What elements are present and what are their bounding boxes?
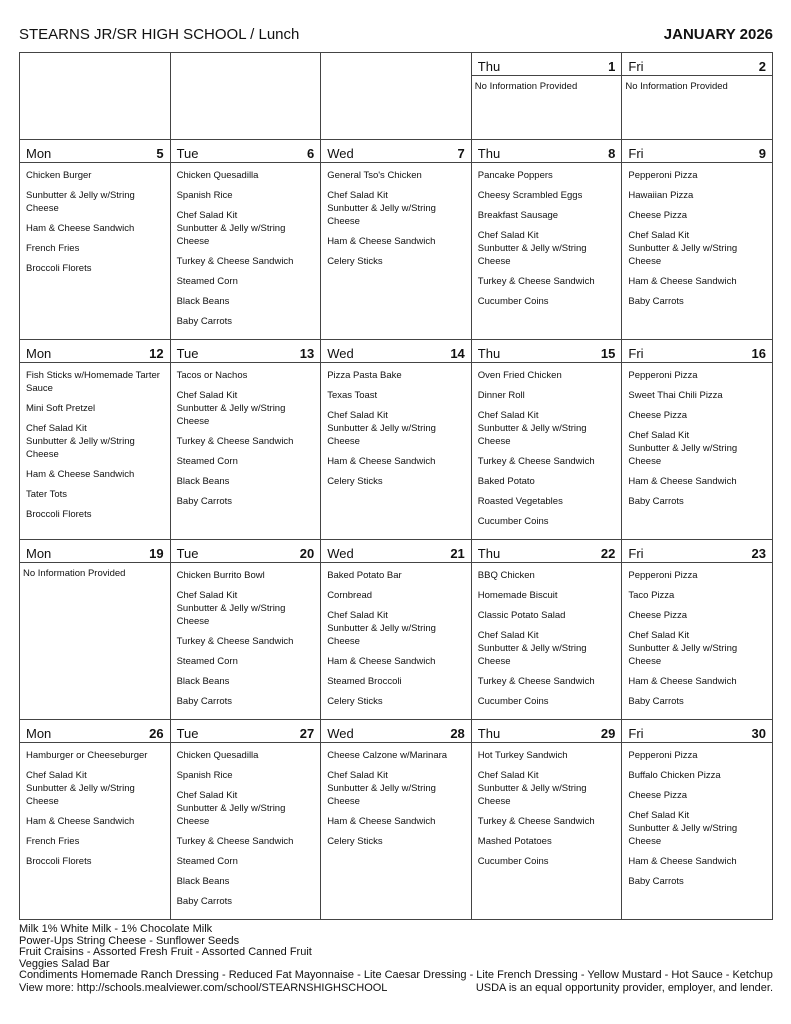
- menu-item: Chef Salad Kit Sunbutter & Jelly w/String Cheese: [628, 810, 738, 847]
- day-header: [622, 340, 772, 363]
- day-cell: [471, 53, 622, 140]
- menu-item: Black Beans: [176, 676, 230, 687]
- day-header: [321, 340, 471, 363]
- menu-item-list: [472, 563, 622, 719]
- calendar-week-row: [20, 53, 773, 140]
- menu-item-list: [20, 743, 170, 879]
- menu-item: Baby Carrots: [628, 496, 684, 507]
- menu-item: Chef Salad Kit Sunbutter & Jelly w/String Cheese: [176, 210, 286, 247]
- day-number: 9: [758, 145, 766, 161]
- menu-item: Chef Salad Kit Sunbutter & Jelly w/String Cheese: [477, 770, 587, 807]
- menu-item: Baby Carrots: [176, 316, 233, 327]
- menu-item: Baby Carrots: [628, 876, 684, 887]
- menu-item: Chicken Quesadilla: [176, 170, 259, 181]
- menu-item: Turkey & Cheese Sandwich: [477, 676, 595, 687]
- day-number: 2: [758, 58, 766, 74]
- menu-item: Celery Sticks: [327, 256, 383, 267]
- menu-item: Chef Salad Kit Sunbutter & Jelly w/String Cheese: [477, 230, 587, 267]
- calendar-week-row: [20, 720, 773, 920]
- menu-item: Baby Carrots: [176, 496, 233, 507]
- day-cell: [20, 140, 171, 340]
- menu-item: Ham & Cheese Sandwich: [26, 223, 135, 234]
- menu-item: Cucumber Coins: [477, 296, 549, 307]
- menu-item: Steamed Corn: [176, 276, 238, 287]
- menu-item: Ham & Cheese Sandwich: [327, 816, 436, 827]
- day-name: Fri: [628, 725, 644, 741]
- menu-item-list: [622, 563, 772, 719]
- no-info-note: No Information Provided: [474, 81, 578, 92]
- calendar-week-row: [20, 340, 773, 540]
- day-header: [171, 720, 321, 743]
- menu-item: Ham & Cheese Sandwich: [327, 456, 436, 467]
- menu-item: Ham & Cheese Sandwich: [628, 676, 737, 687]
- menu-item: General Tso's Chicken: [327, 170, 422, 181]
- menu-item: Ham & Cheese Sandwich: [327, 656, 436, 667]
- day-cell: [321, 340, 472, 540]
- menu-item: Turkey & Cheese Sandwich: [176, 836, 294, 847]
- day-header: [171, 540, 321, 563]
- menu-item: Baby Carrots: [628, 696, 684, 707]
- day-cell: [471, 340, 622, 540]
- day-number: 15: [600, 345, 616, 361]
- menu-item: Steamed Corn: [176, 856, 238, 867]
- menu-item: Chef Salad Kit Sunbutter & Jelly w/String Cheese: [628, 630, 738, 667]
- day-header: [20, 540, 170, 563]
- menu-item: Black Beans: [176, 476, 230, 487]
- menu-item: Baby Carrots: [176, 696, 233, 707]
- day-name: Fri: [628, 58, 644, 74]
- menu-item: Buffalo Chicken Pizza: [628, 770, 721, 781]
- day-cell: [321, 720, 472, 920]
- menu-item: Black Beans: [176, 876, 230, 887]
- menu-item: Cornbread: [327, 590, 373, 601]
- empty-day-cell: [321, 53, 472, 140]
- menu-item: Celery Sticks: [327, 696, 383, 707]
- menu-item: Chef Salad Kit Sunbutter & Jelly w/String Cheese: [327, 770, 436, 807]
- menu-item: Ham & Cheese Sandwich: [628, 856, 737, 867]
- day-number: 6: [306, 145, 315, 161]
- menu-item: Texas Toast: [327, 390, 378, 401]
- menu-item-list: [622, 363, 772, 519]
- menu-item-list: [472, 163, 622, 319]
- menu-item: Cheesy Scrambled Eggs: [477, 190, 583, 201]
- day-header: [171, 340, 321, 363]
- menu-item: Chicken Quesadilla: [176, 750, 259, 761]
- day-number: 29: [600, 725, 616, 741]
- menu-item: Broccoli Florets: [26, 856, 92, 867]
- menu-item: Baked Potato Bar: [327, 570, 402, 581]
- fruit-line: Fruit Craisins - Assorted Fresh Fruit - Assorted Canned Fruit: [19, 946, 312, 958]
- day-cell: [622, 340, 773, 540]
- day-header: [321, 720, 471, 743]
- day-name: Tue: [176, 725, 199, 741]
- menu-item-list: [321, 743, 471, 859]
- day-header: [472, 720, 622, 743]
- menu-item: Ham & Cheese Sandwich: [327, 236, 436, 247]
- menu-item: Classic Potato Salad: [477, 610, 566, 621]
- menu-item-list: [622, 743, 772, 899]
- day-name: Tue: [176, 145, 199, 161]
- menu-item: Black Beans: [176, 296, 230, 307]
- menu-item: Chef Salad Kit Sunbutter & Jelly w/String Cheese: [477, 630, 587, 667]
- view-more-row: [19, 983, 773, 995]
- menu-item: Tater Tots: [26, 489, 68, 500]
- menu-item-list: [171, 563, 321, 719]
- menu-item: Chef Salad Kit Sunbutter & Jelly w/String Cheese: [327, 190, 436, 227]
- menu-item: Spanish Rice: [176, 770, 233, 781]
- day-name: Mon: [26, 545, 52, 561]
- no-info-note: No Information Provided: [23, 568, 126, 579]
- menu-item: Ham & Cheese Sandwich: [26, 469, 135, 480]
- day-number: 23: [751, 545, 766, 561]
- day-number: 21: [450, 545, 465, 561]
- menu-item: Dinner Roll: [477, 390, 525, 401]
- menu-item: Ham & Cheese Sandwich: [26, 816, 135, 827]
- day-number: 12: [149, 345, 164, 361]
- lunch-calendar: [19, 52, 773, 920]
- day-header: [20, 340, 170, 363]
- menu-item: Pepperoni Pizza: [628, 370, 698, 381]
- day-cell: [321, 140, 472, 340]
- day-name: Wed: [327, 725, 354, 741]
- day-header: [472, 140, 622, 163]
- day-number: 19: [149, 545, 164, 561]
- day-header: [622, 540, 772, 563]
- condiments-line: Condiments Homemade Ranch Dressing - Reduced Fat Mayonnaise - Lite Caesar Dressing - Lite French Dressing - Yellow Mustard - Hot Sauce - Ketchup: [19, 969, 773, 981]
- day-name: Tue: [176, 345, 199, 361]
- menu-item: Pepperoni Pizza: [628, 170, 698, 181]
- menu-item: Pepperoni Pizza: [628, 750, 698, 761]
- calendar-week-row: [20, 540, 773, 720]
- menu-item: Celery Sticks: [327, 836, 383, 847]
- menu-item: Baby Carrots: [176, 896, 233, 907]
- day-number: 26: [149, 725, 164, 741]
- menu-item-list: [171, 743, 321, 919]
- menu-item: Mini Soft Pretzel: [26, 403, 96, 414]
- menu-item: BBQ Chicken: [477, 570, 535, 581]
- day-name: Fri: [628, 145, 644, 161]
- day-header: [472, 340, 622, 363]
- day-number: 1: [608, 58, 616, 74]
- menu-item: Cheese Pizza: [628, 410, 687, 421]
- menu-item-list: [321, 163, 471, 279]
- usda-statement: USDA is an equal opportunity provider, employer, and lender.: [475, 981, 773, 994]
- menu-item: Spanish Rice: [176, 190, 233, 201]
- day-cell: [622, 53, 773, 140]
- menu-item: Cucumber Coins: [477, 516, 549, 527]
- menu-item-list: [171, 163, 321, 339]
- day-name: Wed: [327, 345, 354, 361]
- menu-item: Cheese Pizza: [628, 610, 687, 621]
- day-name: Thu: [477, 58, 501, 74]
- menu-item: Turkey & Cheese Sandwich: [176, 636, 294, 647]
- day-name: Mon: [26, 725, 52, 741]
- day-number: 16: [751, 345, 766, 361]
- menu-item: Chef Salad Kit Sunbutter & Jelly w/String Cheese: [628, 430, 738, 467]
- menu-item: Sunbutter & Jelly w/String Cheese: [26, 190, 135, 214]
- menu-item: Steamed Corn: [176, 456, 238, 467]
- menu-item-list: [472, 743, 622, 879]
- menu-item: Hot Turkey Sandwich: [477, 750, 568, 761]
- menu-item: Tacos or Nachos: [176, 370, 248, 381]
- menu-item: Broccoli Florets: [26, 263, 92, 274]
- day-number: 5: [156, 145, 164, 161]
- day-name: Wed: [327, 545, 354, 561]
- menu-item: Hamburger or Cheeseburger: [26, 750, 148, 761]
- day-number: 30: [751, 725, 766, 741]
- menu-item: Chef Salad Kit Sunbutter & Jelly w/String Cheese: [477, 410, 587, 447]
- menu-item: Taco Pizza: [628, 590, 675, 601]
- day-name: Thu: [477, 725, 501, 741]
- day-name: Thu: [477, 345, 501, 361]
- menu-item: Cheese Pizza: [628, 210, 687, 221]
- menu-item: Sweet Thai Chili Pizza: [628, 390, 723, 401]
- menu-item: Turkey & Cheese Sandwich: [176, 436, 294, 447]
- view-more-link[interactable]: View more: http://schools.mealviewer.com/school/STEARNSHIGHSCHOOL: [19, 981, 388, 994]
- day-header: [622, 53, 772, 76]
- menu-item: Turkey & Cheese Sandwich: [477, 276, 595, 287]
- day-cell: [622, 540, 773, 720]
- day-header: [321, 140, 471, 163]
- day-cell: [170, 140, 321, 340]
- day-cell: [471, 140, 622, 340]
- menu-item: Chef Salad Kit Sunbutter & Jelly w/String Cheese: [327, 610, 436, 647]
- menu-item: Turkey & Cheese Sandwich: [176, 256, 294, 267]
- menu-item: Pancake Poppers: [477, 170, 553, 181]
- menu-item: Ham & Cheese Sandwich: [628, 276, 737, 287]
- menu-item-list: [472, 363, 622, 539]
- menu-item: Chef Salad Kit Sunbutter & Jelly w/String Cheese: [176, 390, 286, 427]
- day-name: Tue: [176, 545, 199, 561]
- menu-item: Cheese Calzone w/Marinara: [327, 750, 448, 761]
- day-name: Thu: [477, 545, 501, 561]
- milk-line: Milk 1% White Milk - 1% Chocolate Milk: [19, 923, 213, 935]
- menu-item: Pepperoni Pizza: [628, 570, 698, 581]
- day-cell: [170, 720, 321, 920]
- day-cell: [471, 720, 622, 920]
- menu-item: Cucumber Coins: [477, 696, 549, 707]
- day-number: 8: [608, 145, 616, 161]
- menu-item: Chef Salad Kit Sunbutter & Jelly w/String Cheese: [26, 770, 135, 807]
- menu-item-list: [622, 163, 772, 319]
- powerups-line: Power-Ups String Cheese - Sunflower Seeds: [19, 934, 240, 947]
- menu-item: Cucumber Coins: [477, 856, 549, 867]
- menu-item: Turkey & Cheese Sandwich: [477, 816, 595, 827]
- menu-item: Turkey & Cheese Sandwich: [477, 456, 595, 467]
- day-cell: [170, 540, 321, 720]
- menu-item: French Fries: [26, 836, 80, 847]
- day-cell: [471, 540, 622, 720]
- day-cell: [622, 720, 773, 920]
- day-header: [20, 140, 170, 163]
- menu-item: Breakfast Sausage: [477, 210, 559, 221]
- day-header: [622, 720, 772, 743]
- menu-item: Steamed Corn: [176, 656, 238, 667]
- day-header: [472, 53, 622, 76]
- day-name: Mon: [26, 145, 52, 161]
- menu-item: Mashed Potatoes: [477, 836, 552, 847]
- day-header: [622, 140, 772, 163]
- menu-item: Oven Fried Chicken: [477, 370, 562, 381]
- page-header: [19, 26, 773, 48]
- menu-item: Chicken Burrito Bowl: [176, 570, 265, 581]
- menu-item-list: [20, 163, 170, 286]
- menu-item: Roasted Vegetables: [477, 496, 563, 507]
- day-name: Thu: [477, 145, 501, 161]
- day-header: [171, 140, 321, 163]
- menu-item: Chef Salad Kit Sunbutter & Jelly w/String Cheese: [327, 410, 436, 447]
- day-header: [472, 540, 622, 563]
- day-cell: [20, 340, 171, 540]
- menu-item: Chef Salad Kit Sunbutter & Jelly w/String Cheese: [176, 790, 286, 827]
- day-number: 20: [299, 545, 315, 561]
- day-number: 22: [600, 545, 616, 561]
- school-title: STEARNS JR/SR HIGH SCHOOL / Lunch: [19, 26, 300, 43]
- day-cell: [20, 720, 171, 920]
- menu-item: Hawaiian Pizza: [628, 190, 694, 201]
- day-number: 27: [299, 725, 315, 741]
- day-cell: [170, 340, 321, 540]
- menu-item: Chef Salad Kit Sunbutter & Jelly w/String Cheese: [628, 230, 738, 267]
- menu-item: Pizza Pasta Bake: [327, 370, 402, 381]
- empty-day-cell: [170, 53, 321, 140]
- day-number: 28: [450, 725, 465, 741]
- menu-footer: [19, 924, 773, 994]
- day-cell: [321, 540, 472, 720]
- empty-day-cell: [20, 53, 171, 140]
- menu-item: Steamed Broccoli: [327, 676, 402, 687]
- day-name: Wed: [327, 145, 354, 161]
- month-title: JANUARY 2026: [663, 26, 773, 43]
- menu-item: Chef Salad Kit Sunbutter & Jelly w/String Cheese: [26, 423, 135, 460]
- menu-item: Chicken Burger: [26, 170, 92, 181]
- menu-item: Cheese Pizza: [628, 790, 687, 801]
- day-header: [321, 540, 471, 563]
- day-cell: [20, 540, 171, 720]
- menu-item: Homemade Biscuit: [477, 590, 558, 601]
- menu-item: Baby Carrots: [628, 296, 684, 307]
- menu-item: Ham & Cheese Sandwich: [628, 476, 737, 487]
- calendar-week-row: [20, 140, 773, 340]
- menu-item: Chef Salad Kit Sunbutter & Jelly w/String Cheese: [176, 590, 286, 627]
- menu-item-list: [321, 563, 471, 719]
- menu-item: Celery Sticks: [327, 476, 383, 487]
- day-name: Fri: [628, 345, 644, 361]
- menu-item: Baked Potato: [477, 476, 535, 487]
- veggies-line: Veggies Salad Bar: [19, 957, 110, 970]
- day-header: [20, 720, 170, 743]
- menu-item-list: [20, 363, 170, 532]
- menu-item: Fish Sticks w/Homemade Tarter Sauce: [26, 370, 160, 394]
- menu-item-list: [171, 363, 321, 519]
- menu-item-list: [321, 363, 471, 499]
- day-cell: [622, 140, 773, 340]
- day-number: 14: [450, 345, 465, 361]
- no-info-note: No Information Provided: [625, 81, 728, 92]
- day-name: Fri: [628, 545, 644, 561]
- day-name: Mon: [26, 345, 52, 361]
- menu-item: Broccoli Florets: [26, 509, 92, 520]
- menu-item: French Fries: [26, 243, 80, 254]
- day-number: 13: [299, 345, 315, 361]
- day-number: 7: [457, 145, 465, 161]
